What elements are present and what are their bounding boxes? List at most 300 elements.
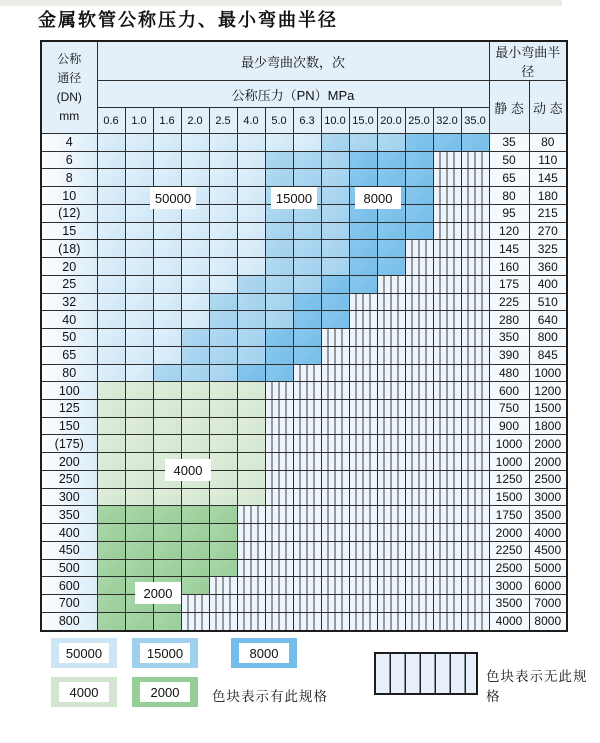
spec-cell [153,222,181,240]
no-spec-cell [433,346,461,364]
spec-cell [377,151,405,169]
static-radius-cell: 390 [489,346,529,364]
spec-cell [125,329,153,347]
no-spec-cell [405,541,433,559]
dn-cell: 25 [41,275,97,293]
spec-cell [125,417,153,435]
spec-cell [321,222,349,240]
spec-cell [181,488,209,506]
spec-cell [265,329,293,347]
table-row-dn-700 [41,595,567,613]
pressure-col-2.0: 2.0 [181,108,209,134]
no-spec-cell [461,559,489,577]
spec-cell [153,612,181,631]
table-row-dn-600 [41,577,567,595]
spec-cell [97,204,125,222]
no-spec-cell [433,169,461,187]
no-spec-cell [433,541,461,559]
table-row-dn-800 [41,612,567,631]
dynamic-radius-cell: 1200 [529,382,567,400]
no-spec-cell [349,417,377,435]
table-row-dn-250 [41,470,567,488]
legend-no-spec-text: 色块表示无此规格 [486,669,588,704]
legend-swatch-4000 [51,677,117,707]
no-spec-cell [433,222,461,240]
pressure-col-35.0: 35.0 [461,108,489,134]
no-spec-cell [377,577,405,595]
no-spec-cell [405,435,433,453]
spec-cell [237,222,265,240]
no-spec-cell [461,417,489,435]
no-spec-cell [377,293,405,311]
spec-cell [153,541,181,559]
no-spec-cell [321,435,349,453]
no-spec-cell [461,470,489,488]
no-spec-cell [405,275,433,293]
no-spec-cell [349,311,377,329]
no-spec-cell [377,364,405,382]
no-spec-cell [377,329,405,347]
no-spec-cell [209,612,237,631]
dn-cell: 125 [41,400,97,418]
dynamic-column-header: 动 态 [529,81,567,134]
no-spec-cell [265,506,293,524]
no-spec-cell [293,524,321,542]
table-row-dn-150 [41,417,567,435]
spec-cell [97,151,125,169]
spec-cell [377,134,405,152]
spec-cell [125,169,153,187]
bend-cycles-header: 最少弯曲次数，次 [97,41,489,81]
no-spec-cell [265,417,293,435]
table-row-dn-25 [41,275,567,293]
table-row-dn-350 [41,506,567,524]
spec-cell [237,240,265,258]
no-spec-cell [293,488,321,506]
no-spec-cell [461,595,489,613]
spec-cell [97,577,125,595]
static-radius-cell: 50 [489,151,529,169]
no-spec-cell [461,577,489,595]
spec-cell [125,541,153,559]
spec-cell [125,258,153,276]
dynamic-radius-cell: 640 [529,311,567,329]
dn-header-line3: (DN) [56,89,82,104]
legend-no-spec-swatch [374,652,478,695]
pressure-col-6.3: 6.3 [293,108,321,134]
static-radius-cell: 1500 [489,488,529,506]
spec-cell [97,453,125,471]
spec-cell [405,169,433,187]
dn-cell: 8 [41,169,97,187]
spec-cell [377,258,405,276]
no-spec-cell [293,541,321,559]
spec-cell [153,329,181,347]
no-spec-cell [405,400,433,418]
dynamic-radius-cell: 1500 [529,400,567,418]
no-spec-cell [405,470,433,488]
no-spec-cell [461,222,489,240]
dynamic-radius-cell: 800 [529,329,567,347]
no-spec-cell [349,293,377,311]
dn-cell: 10 [41,187,97,205]
no-spec-cell [265,400,293,418]
no-spec-cell [405,293,433,311]
spec-cell [349,151,377,169]
dn-cell: (12) [41,204,97,222]
no-spec-cell [405,506,433,524]
no-spec-cell [321,400,349,418]
spec-cell [97,311,125,329]
dn-cell: 800 [41,612,97,631]
no-spec-cell [321,559,349,577]
spec-cell [153,417,181,435]
spec-cell [153,311,181,329]
spec-cell [293,346,321,364]
static-radius-cell: 2000 [489,524,529,542]
static-radius-cell: 280 [489,311,529,329]
table-row-dn-80 [41,364,567,382]
cycle-label-50000: 50000 [150,187,196,209]
spec-cell [237,204,265,222]
spec-cell [181,169,209,187]
spec-cell [349,275,377,293]
pressure-col-4.0: 4.0 [237,108,265,134]
spec-cell [265,151,293,169]
spec-cell [209,293,237,311]
static-radius-cell: 350 [489,329,529,347]
no-spec-cell [433,595,461,613]
spec-cell [153,293,181,311]
no-spec-cell [461,329,489,347]
no-spec-cell [461,346,489,364]
spec-cell [125,222,153,240]
spec-cell [125,151,153,169]
dn-cell: 200 [41,453,97,471]
no-spec-cell [377,275,405,293]
static-radius-cell: 900 [489,417,529,435]
no-spec-cell [237,612,265,631]
dn-cell: 700 [41,595,97,613]
no-spec-cell [461,364,489,382]
spec-cell [321,258,349,276]
no-spec-cell [377,541,405,559]
spec-cell [265,240,293,258]
dn-cell: 6 [41,151,97,169]
spec-cell [125,506,153,524]
dynamic-radius-cell: 1000 [529,364,567,382]
static-radius-cell: 95 [489,204,529,222]
no-spec-cell [321,382,349,400]
spec-cell [377,240,405,258]
spec-cell [349,134,377,152]
spec-cell [237,400,265,418]
dn-cell: (18) [41,240,97,258]
spec-cell [209,524,237,542]
spec-cell [125,400,153,418]
page-title: 金属软管公称压力、最小弯曲半径 [38,10,338,31]
legend-swatch-label: 4000 [59,682,109,702]
no-spec-cell [321,364,349,382]
table-row-dn-450 [41,541,567,559]
pressure-col-25.0: 25.0 [405,108,433,134]
spec-cell [153,258,181,276]
dynamic-radius-cell: 4000 [529,524,567,542]
spec-cell [125,293,153,311]
static-radius-cell: 160 [489,258,529,276]
spec-cell [209,470,237,488]
dynamic-radius-cell: 400 [529,275,567,293]
spec-cell [181,311,209,329]
static-radius-cell: 2500 [489,559,529,577]
pressure-col-5.0: 5.0 [265,108,293,134]
dynamic-radius-cell: 2000 [529,435,567,453]
spec-cell [209,453,237,471]
dynamic-radius-cell: 270 [529,222,567,240]
spec-cell [321,187,349,205]
spec-cell [293,329,321,347]
no-spec-cell [461,506,489,524]
dynamic-radius-cell: 7000 [529,595,567,613]
spec-cell [181,364,209,382]
no-spec-cell [237,595,265,613]
spec-cell [293,240,321,258]
static-radius-cell: 145 [489,240,529,258]
no-spec-cell [349,400,377,418]
spec-cell [97,258,125,276]
no-spec-cell [349,470,377,488]
legend-swatch-2000 [132,677,198,707]
static-radius-cell: 80 [489,187,529,205]
no-spec-cell [349,346,377,364]
no-spec-cell [293,506,321,524]
no-spec-cell [405,258,433,276]
no-spec-cell [461,151,489,169]
dn-cell: 20 [41,258,97,276]
spec-cell [209,222,237,240]
no-spec-cell [349,541,377,559]
dynamic-radius-cell: 145 [529,169,567,187]
no-spec-cell [461,435,489,453]
table-row-dn-4 [41,134,567,152]
table-row-dn-300 [41,488,567,506]
no-spec-cell [377,524,405,542]
spec-cell [125,240,153,258]
spec-cell [293,169,321,187]
spec-cell [125,364,153,382]
spec-cell [153,400,181,418]
table-row-dn-100 [41,382,567,400]
spec-cell [125,204,153,222]
spec-cell [97,222,125,240]
no-spec-cell [293,577,321,595]
no-spec-cell [377,559,405,577]
dn-cell: 15 [41,222,97,240]
spec-cell [153,435,181,453]
spec-cell [97,364,125,382]
dynamic-radius-cell: 360 [529,258,567,276]
spec-cell [97,435,125,453]
no-spec-cell [181,595,209,613]
spec-cell [209,169,237,187]
spec-cell [97,400,125,418]
spec-cell [265,275,293,293]
pressure-col-32.0: 32.0 [433,108,461,134]
no-spec-cell [405,417,433,435]
no-spec-cell [237,541,265,559]
spec-cell [97,187,125,205]
legend-swatch-label: 8000 [239,643,289,663]
spec-cell [181,222,209,240]
no-spec-cell [405,311,433,329]
cycle-label-4000: 4000 [165,459,211,481]
no-spec-cell [461,258,489,276]
spec-cell [181,293,209,311]
no-spec-cell [405,240,433,258]
spec-cell [209,506,237,524]
spec-cell [153,151,181,169]
no-spec-cell [209,595,237,613]
no-spec-cell [377,382,405,400]
no-spec-cell [461,275,489,293]
spec-cell [97,417,125,435]
spec-cell [209,258,237,276]
no-spec-cell [433,293,461,311]
table-row-dn-50 [41,329,567,347]
dn-cell: 250 [41,470,97,488]
no-spec-cell [433,400,461,418]
pressure-header: 公称压力（PN）MPa [97,81,489,108]
no-spec-cell [461,612,489,631]
no-spec-cell [433,417,461,435]
no-spec-cell [349,577,377,595]
dynamic-radius-cell: 80 [529,134,567,152]
spec-cell [237,346,265,364]
spec-cell [237,417,265,435]
dynamic-radius-cell: 2000 [529,453,567,471]
spec-cell [265,134,293,152]
static-radius-cell: 600 [489,382,529,400]
no-spec-cell [461,311,489,329]
no-spec-cell [377,470,405,488]
spec-cell [97,559,125,577]
no-spec-cell [433,275,461,293]
spec-cell [293,222,321,240]
dn-cell: 65 [41,346,97,364]
spec-cell [153,275,181,293]
spec-cell [153,240,181,258]
spec-cell [209,329,237,347]
spec-cell [125,134,153,152]
spec-cell [97,134,125,152]
spec-cell [209,134,237,152]
no-spec-cell [265,577,293,595]
spec-cell [293,293,321,311]
no-spec-cell [405,488,433,506]
dn-header-line4: mm [59,108,80,123]
pressure-col-10.0: 10.0 [321,108,349,134]
spec-cell [237,134,265,152]
spec-cell [321,240,349,258]
dynamic-radius-cell: 6000 [529,577,567,595]
no-spec-cell [377,506,405,524]
table-row-dn-40 [41,311,567,329]
no-spec-cell [321,346,349,364]
no-spec-cell [405,559,433,577]
no-spec-cell [265,541,293,559]
spec-cell [125,488,153,506]
spec-cell [97,524,125,542]
no-spec-cell [433,612,461,631]
spec-cell [181,151,209,169]
spec-cell [321,311,349,329]
table-row-dn-200 [41,453,567,471]
dn-cell: 300 [41,488,97,506]
dn-column-header [41,41,97,134]
no-spec-cell [321,506,349,524]
no-spec-cell [433,240,461,258]
no-spec-cell [433,435,461,453]
spec-cell [97,541,125,559]
static-radius-cell: 3000 [489,577,529,595]
spec-cell [181,346,209,364]
dynamic-radius-cell: 3500 [529,506,567,524]
spec-cell [125,559,153,577]
no-spec-cell [237,524,265,542]
no-spec-cell [377,595,405,613]
spec-cell [97,329,125,347]
dynamic-radius-cell: 110 [529,151,567,169]
spec-cell [321,151,349,169]
no-spec-cell [293,435,321,453]
no-spec-cell [461,453,489,471]
spec-cell [293,151,321,169]
spec-cell [237,470,265,488]
dn-cell: 350 [41,506,97,524]
dynamic-radius-cell: 325 [529,240,567,258]
no-spec-cell [349,612,377,631]
spec-cell [237,364,265,382]
static-column-header: 静 态 [489,81,529,134]
no-spec-cell [433,470,461,488]
spec-cell [209,311,237,329]
dn-cell: 450 [41,541,97,559]
spec-cell [209,417,237,435]
dn-cell: 50 [41,329,97,347]
spec-cell [209,240,237,258]
dynamic-radius-cell: 5000 [529,559,567,577]
no-spec-cell [405,329,433,347]
legend-has-spec-text: 色块表示有此规格 [212,689,328,704]
table-row-dn-65 [41,346,567,364]
no-spec-cell [349,559,377,577]
no-spec-cell [293,470,321,488]
no-spec-cell [321,524,349,542]
no-spec-cell [349,524,377,542]
spec-cell [209,435,237,453]
no-spec-cell [349,453,377,471]
spec-cell [181,541,209,559]
spec-cell [265,169,293,187]
no-spec-cell [433,364,461,382]
spec-cell [181,258,209,276]
dn-cell: 600 [41,577,97,595]
no-spec-cell [433,559,461,577]
dn-cell: 100 [41,382,97,400]
spec-cell [153,382,181,400]
no-spec-cell [265,382,293,400]
spec-cell [209,151,237,169]
